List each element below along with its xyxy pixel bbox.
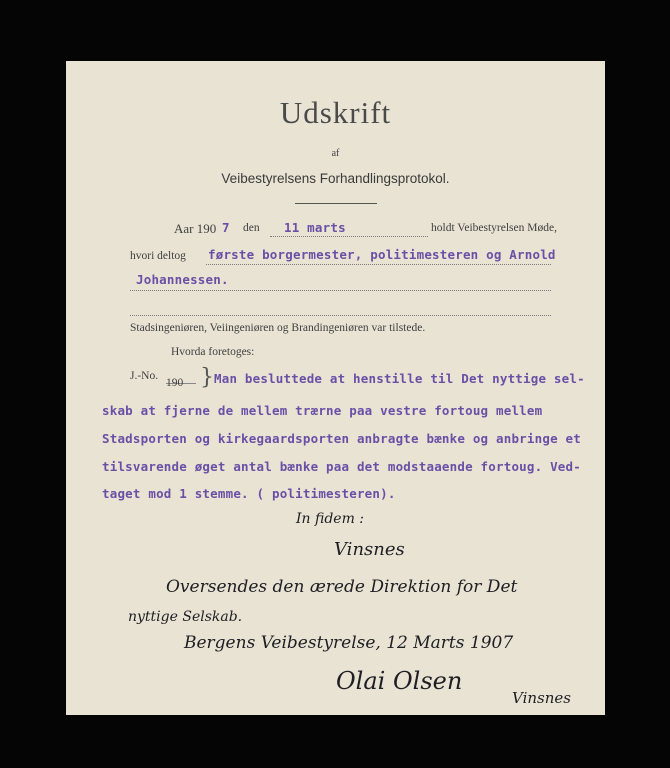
document-page (66, 61, 605, 715)
date-dotted-line (270, 236, 428, 237)
resolution-line-1: Man besluttede at henstille til Det nyttige sel- (214, 371, 585, 386)
in-fidem-note: In fidem : (296, 511, 365, 527)
resolution-line-4: tilsvarende øget antal bænke paa det modstaaende fortoug. Ved- (102, 459, 581, 474)
den-label: den (243, 222, 260, 234)
handwritten-line-1: Oversendes den ærede Direktion for Det (166, 577, 518, 597)
participants-line-1: første borgermester, politimesteren og Arnold (208, 247, 556, 262)
title-divider (295, 203, 377, 204)
document-af: af (331, 148, 340, 159)
year-digit: 7 (222, 220, 230, 235)
aar-label: Aar 190 (174, 221, 217, 236)
hvorda-label: Hvorda foretoges: (171, 346, 255, 358)
attendance-note: Stadsingeniøren, Veiingeniøren og Brandingeniøren var tilstede. (130, 322, 426, 334)
participants-label: hvori deltog (130, 250, 186, 262)
participants-dotted-line-2 (130, 290, 551, 291)
journal-number: 190 (166, 377, 184, 389)
document-subtitle: Veibestyrelsens Forhandlingsprotokol. (221, 171, 450, 186)
handwritten-line-2: nyttige Selskab. (128, 609, 243, 625)
participants-dotted-line-3 (130, 315, 551, 316)
signature-3: Vinsnes (512, 689, 571, 707)
resolution-line-5: taget mod 1 stemme. ( politimesteren). (102, 486, 396, 501)
resolution-line-3: Stadsporten og kirkegaardsporten anbragte bænke og anbringe et (102, 431, 581, 446)
signature-2: Olai Olsen (336, 667, 463, 695)
meeting-date: 11 marts (284, 220, 346, 235)
handwritten-line-3: Bergens Veibestyrelse, 12 Marts 1907 (184, 633, 514, 653)
document-title: Udskrift (279, 95, 392, 130)
signature-1: Vinsnes (334, 539, 405, 560)
held-label: holdt Veibestyrelsen Møde, (431, 222, 557, 234)
resolution-line-2: skab at fjerne de mellem trærne paa vestre fortoug mellem (102, 403, 543, 418)
journal-label: J.-No. (130, 370, 159, 382)
journal-brace: } (200, 365, 214, 390)
participants-line-2: Johannessen. (136, 272, 229, 287)
participants-dotted-line-1 (206, 264, 551, 265)
